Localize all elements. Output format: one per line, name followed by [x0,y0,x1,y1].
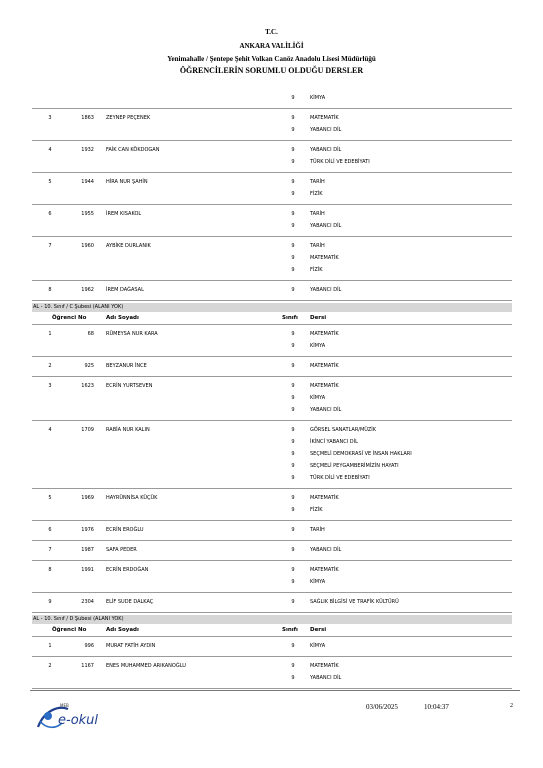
row-index: 2 [48,363,52,369]
table-row [32,252,512,264]
class-level: 9 [291,675,295,681]
table-row [32,404,512,416]
column-header-class: Sınıfı [282,315,298,321]
header-line-tc: T.C. [265,28,278,36]
class-level: 9 [291,127,295,133]
course-name: YABANCI DİL [310,147,342,153]
student-number: 1960 [81,243,94,249]
class-level: 9 [291,463,295,469]
class-level: 9 [291,363,295,369]
table-row [32,380,512,392]
table-row [32,576,512,588]
course-name: TARİH [310,179,325,185]
course-name: SAĞLIK BİLGİSİ VE TRAFİK KÜLTÜRÜ [310,599,399,605]
table-row [32,472,512,484]
student-name: ECRİN EROĞLU [106,527,144,533]
student-number: 925 [84,363,94,369]
table-row [32,524,512,536]
class-level: 9 [291,395,295,401]
student-number: 1955 [81,211,94,217]
student-number: 1623 [81,383,94,389]
class-level: 9 [291,179,295,185]
table-row [32,492,512,504]
class-level: 9 [291,243,295,249]
table-row [32,544,512,556]
course-name: SEÇMELİ DEMOKRASİ VE İNSAN HAKLARI [310,451,412,457]
student-number: 1962 [81,287,94,293]
row-index: 5 [48,495,52,501]
student-group [32,173,512,205]
student-group [32,637,512,657]
course-name: MATEMATİK [310,567,339,573]
course-name: FİZİK [310,507,323,513]
column-header-class: Sınıfı [282,627,298,633]
class-level: 9 [291,383,295,389]
course-name: MATEMATİK [310,495,339,501]
class-level: 9 [291,95,295,101]
document-title: ÖĞRENCİLERİN SORUMLU OLDUĞU DERSLER [179,66,364,75]
table-row [32,448,512,460]
student-group [32,357,512,377]
row-index: 9 [48,599,52,605]
row-index: 8 [48,567,52,573]
table-row [32,156,512,168]
course-name: MATEMATİK [310,363,339,369]
student-group [32,489,512,521]
course-name: TÜRK DİLİ VE EDEBİYATI [310,475,370,481]
course-name: MATEMATİK [310,383,339,389]
student-name: HİRA NUR ŞAHİN [106,179,148,185]
course-name: TARİH [310,211,325,217]
student-number: 2304 [81,599,94,605]
table-row [32,564,512,576]
student-number: 1944 [81,179,94,185]
row-index: 7 [48,243,52,249]
course-name: YABANCI DİL [310,127,342,133]
row-index: 2 [48,663,52,669]
class-level: 9 [291,663,295,669]
course-name: FİZİK [310,191,323,197]
row-index: 5 [48,179,52,185]
course-name: MATEMATİK [310,255,339,261]
student-name: SAFA PEDER [106,547,137,553]
table-row [32,424,512,436]
course-name: KİMYA [310,643,326,649]
column-header-name: Adı Soyadı [106,315,139,321]
row-index: 4 [48,147,52,153]
student-course-list [32,92,512,689]
column-header-course: Dersi [310,315,327,321]
class-level: 9 [291,567,295,573]
student-group [32,657,512,689]
row-index: 6 [48,527,52,533]
student-number: 1976 [81,527,94,533]
print-time: 10:04:37 [424,703,449,711]
table-row [32,264,512,276]
class-level: 9 [291,643,295,649]
student-number: 1991 [81,567,94,573]
column-header-student-no: Öğrenci No [52,627,87,633]
class-level: 9 [291,427,295,433]
table-row [32,360,512,372]
student-number: 1932 [81,147,94,153]
class-level: 9 [291,159,295,165]
student-group [32,281,512,301]
student-number: 68 [87,331,94,337]
class-level: 9 [291,287,295,293]
column-headers [32,624,512,637]
table-row [32,124,512,136]
column-header-course: Dersi [310,627,327,633]
student-group [32,593,512,613]
class-level: 9 [291,255,295,261]
table-row [32,112,512,124]
header-line-school: Yenimahalle / Şentepe Şehit Volkan Canöz Anadolu Lisesi Müdürlüğü [167,55,376,63]
student-group [32,92,512,109]
table-row [32,188,512,200]
student-group [32,205,512,237]
column-headers [32,312,512,325]
student-number: 1987 [81,547,94,553]
page-footer [30,690,520,741]
class-level: 9 [291,439,295,445]
student-group [32,541,512,561]
print-date: 03/06/2025 [366,703,398,711]
student-name: İREM DAĞASAL [106,287,144,293]
student-group [32,325,512,357]
student-group [32,377,512,421]
student-name: RÜMEYSA NUR KARA [106,331,158,337]
course-name: KİMYA [310,95,326,101]
logo-small-text: MEB [60,703,69,708]
course-name: YABANCI DİL [310,547,342,553]
table-row [32,328,512,340]
section-header: AL - 10. Sınıf / D Şubesi (ALANI YOK) [32,615,512,624]
course-name: GÖRSEL SANATLAR/MÜZİK [310,427,377,433]
class-level: 9 [291,527,295,533]
course-name: MATEMATİK [310,331,339,337]
table-row [32,240,512,252]
class-level: 9 [291,331,295,337]
student-name: FAİK CAN KÖKDOGAN [106,147,160,153]
table-row [32,392,512,404]
course-name: MATEMATİK [310,115,339,121]
class-level: 9 [291,579,295,585]
table-row [32,436,512,448]
class-level: 9 [291,407,295,413]
student-group [32,561,512,593]
student-group [32,521,512,541]
table-row [32,672,512,684]
student-group [32,109,512,141]
class-level: 9 [291,599,295,605]
logo-text: e-okul [58,713,99,728]
student-group [32,141,512,173]
header-line-governorship: ANKARA VALİLİĞİ [239,42,304,50]
student-name: ENES MUHAMMED ARIKANOĞLU [106,663,186,669]
row-index: 7 [48,547,52,553]
table-row [32,208,512,220]
table-row [32,596,512,608]
class-level: 9 [291,211,295,217]
row-index: 8 [48,287,52,293]
table-row [32,460,512,472]
table-row [32,284,512,296]
student-group [32,421,512,489]
student-number: 1863 [81,115,94,121]
table-row [32,144,512,156]
class-level: 9 [291,507,295,513]
column-header-student-no: Öğrenci No [52,315,87,321]
course-name: YABANCI DİL [310,675,342,681]
course-name: SEÇMELİ PEYGAMBERİMİZİN HAYATI [310,463,399,469]
course-name: KİMYA [310,579,326,585]
row-index: 1 [48,643,52,649]
student-name: AYBİKE DURLANIK [106,243,151,249]
student-name: BEYZANUR İNCE [106,363,147,369]
document-header [0,28,543,75]
student-name: HAYRÜNNİSA KÜÇÜK [106,495,158,501]
table-row [32,92,512,104]
row-index: 4 [48,427,52,433]
student-name: MURAT FATİH AYDIN [106,643,156,649]
course-name: FİZİK [310,267,323,273]
student-name: ECRİN YURTSEVEN [106,383,153,389]
student-number: 1167 [81,663,94,669]
class-level: 9 [291,547,295,553]
class-level: 9 [291,223,295,229]
class-level: 9 [291,115,295,121]
class-level: 9 [291,191,295,197]
course-name: YABANCI DİL [310,287,342,293]
course-name: TÜRK DİLİ VE EDEBİYATI [310,159,370,165]
student-number: 1969 [81,495,94,501]
course-name: YABANCI DİL [310,407,342,413]
table-row [32,340,512,352]
class-level: 9 [291,451,295,457]
table-row [32,176,512,188]
student-name: İREM KISAKOL [106,211,142,217]
student-name: RABİA NUR KALIN [106,427,150,433]
e-okul-logo-icon [34,699,104,733]
course-name: MATEMATİK [310,663,339,669]
row-index: 3 [48,115,52,121]
student-name: ECRİN ERDOĞAN [106,567,149,573]
class-level: 9 [291,475,295,481]
course-name: KİMYA [310,343,326,349]
course-name: TARİH [310,527,325,533]
column-header-name: Adı Soyadı [106,627,139,633]
student-number: 996 [84,643,94,649]
table-row [32,220,512,232]
class-level: 9 [291,495,295,501]
course-name: İKİNCİ YABANCI DİL [310,439,358,445]
course-name: YABANCI DİL [310,223,342,229]
student-group [32,237,512,281]
row-index: 1 [48,331,52,337]
class-level: 9 [291,343,295,349]
table-row [32,504,512,516]
student-name: ELİF SUDE DALKAÇ [106,599,154,605]
course-name: KİMYA [310,395,326,401]
row-index: 3 [48,383,52,389]
class-level: 9 [291,267,295,273]
course-name: TARİH [310,243,325,249]
table-row [32,640,512,652]
row-index: 6 [48,211,52,217]
class-level: 9 [291,147,295,153]
page-number: 2 [510,703,513,709]
section-header: AL - 10. Sınıf / C Şubesi (ALANI YOK) [32,303,512,312]
table-row [32,660,512,672]
student-number: 1709 [81,427,94,433]
student-name: ZEYNEP PEÇENEK [106,115,151,121]
